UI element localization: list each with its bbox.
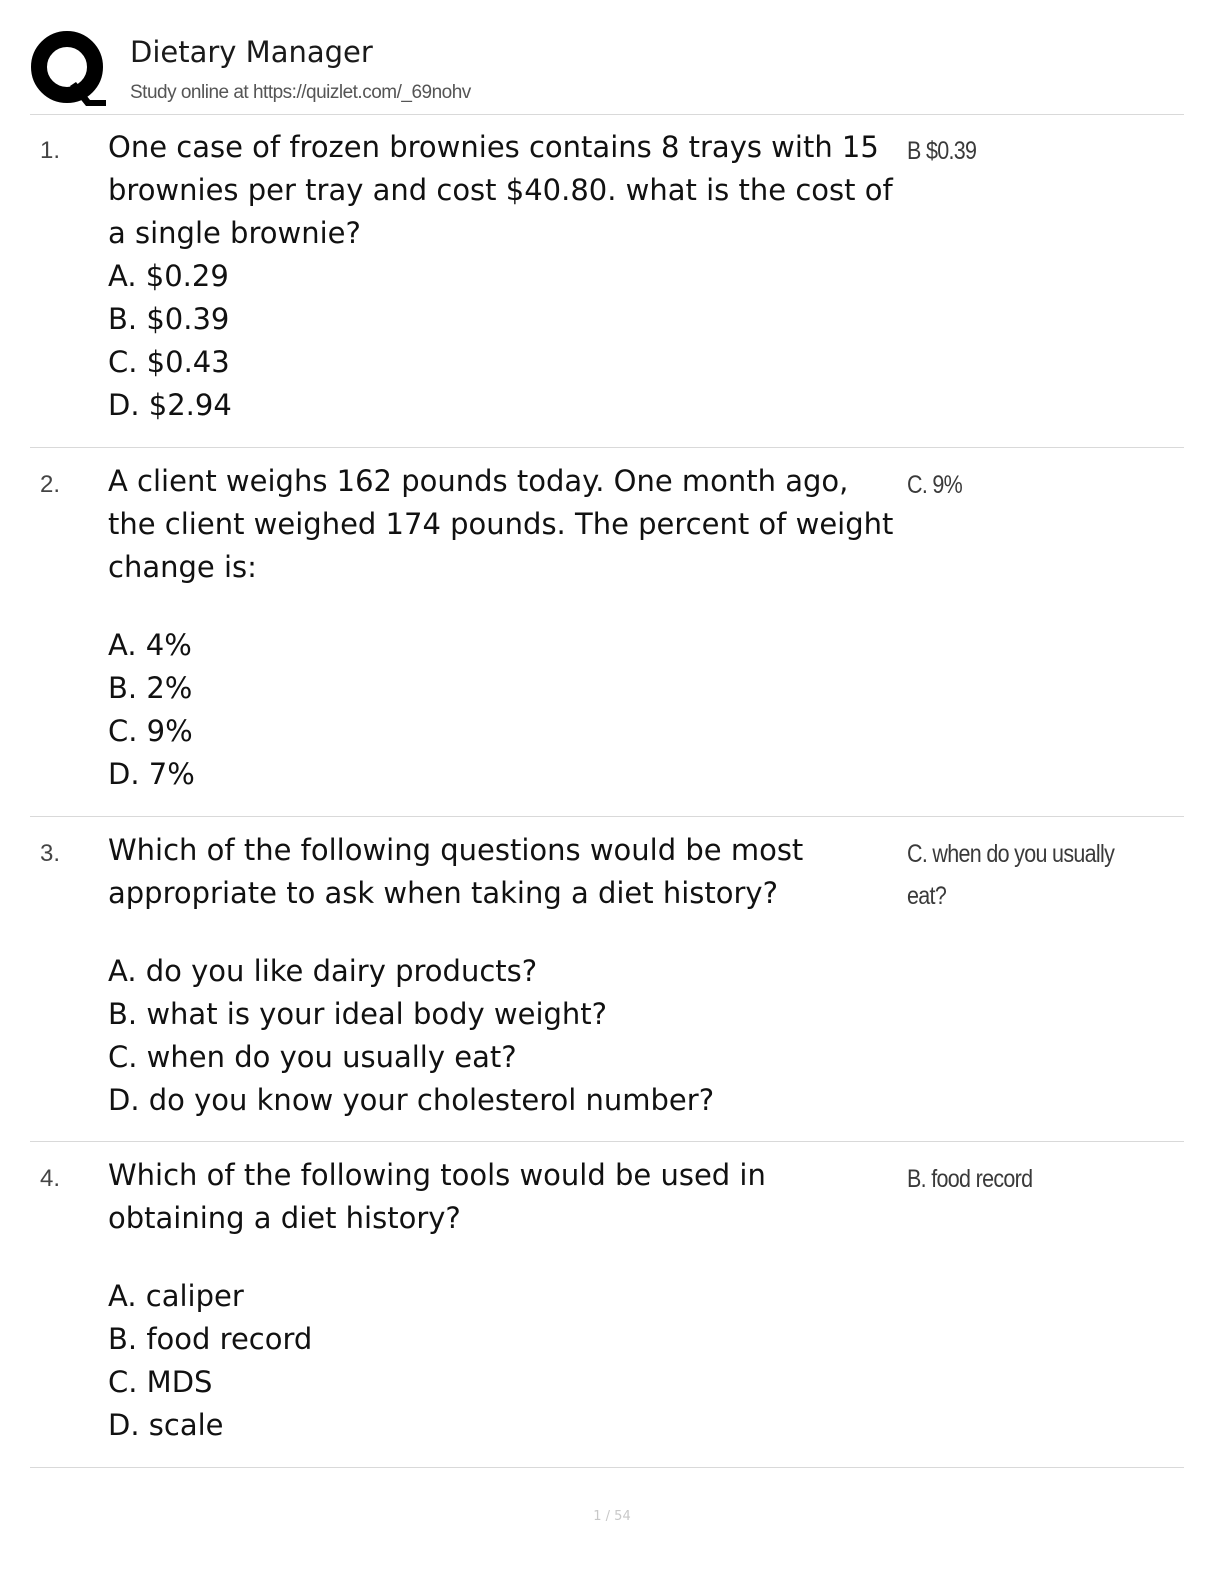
answer-option: D. $2.94 — [108, 388, 232, 422]
question-prompt: A client weighs 162 pounds today. One month ago, the client weighed 174 pounds. The percent of weight change is: — [108, 464, 894, 584]
answer-option: A. $0.29 — [108, 259, 229, 293]
question-prompt: Which of the following questions would be most appropriate to ask when taking a diet history? — [108, 833, 804, 910]
correct-answer: B. food record — [907, 1165, 1033, 1193]
question-card — [30, 1142, 1184, 1468]
spacer — [108, 1240, 900, 1275]
page-number: 1 / 54 — [593, 1509, 631, 1524]
question-body — [108, 829, 900, 1122]
answer-option: A. 4% — [108, 628, 192, 662]
question-prompt: Which of the following tools would be used in obtaining a diet history? — [108, 1158, 766, 1235]
answer-option: C. MDS — [108, 1365, 213, 1399]
spacer — [108, 589, 900, 624]
spacer — [108, 915, 900, 950]
question-body — [108, 1154, 900, 1447]
question-number: 2. — [40, 471, 61, 498]
answer-option: B. 2% — [108, 671, 193, 705]
question-number: 1. — [40, 137, 61, 164]
correct-answer: C. when do you usually eat? — [907, 840, 1115, 910]
answer-option: C. when do you usually eat? — [108, 1040, 517, 1074]
answer-option: B. what is your ideal body weight? — [108, 997, 608, 1031]
study-link[interactable]: Study online at https://quizlet.com/_69nohv — [130, 82, 471, 103]
question-body — [108, 126, 900, 427]
answer-option: D. scale — [108, 1408, 224, 1442]
answer-option: B. food record — [108, 1322, 313, 1356]
question-number: 3. — [40, 840, 61, 867]
answer-option: A. do you like dairy products? — [108, 954, 538, 988]
page-header — [30, 30, 1184, 115]
answer-option: D. 7% — [108, 757, 195, 791]
document-title: Dietary Manager — [130, 35, 373, 69]
answer-option: D. do you know your cholesterol number? — [108, 1083, 715, 1117]
question-body — [108, 460, 900, 796]
correct-answer: B $0.39 — [907, 137, 977, 165]
question-prompt: One case of frozen brownies contains 8 trays with 15 brownies per tray and cost $40.80. what is the cost of a single brownie? — [108, 130, 893, 250]
answer-option: A. caliper — [108, 1279, 244, 1313]
question-card — [30, 114, 1184, 448]
answer-option: C. 9% — [108, 714, 193, 748]
question-card — [30, 817, 1184, 1142]
question-number: 4. — [40, 1165, 61, 1192]
correct-answer: C. 9% — [907, 471, 963, 499]
quizlet-logo-icon — [30, 30, 108, 108]
question-card — [30, 448, 1184, 817]
answer-option: C. $0.43 — [108, 345, 230, 379]
answer-option: B. $0.39 — [108, 302, 230, 336]
